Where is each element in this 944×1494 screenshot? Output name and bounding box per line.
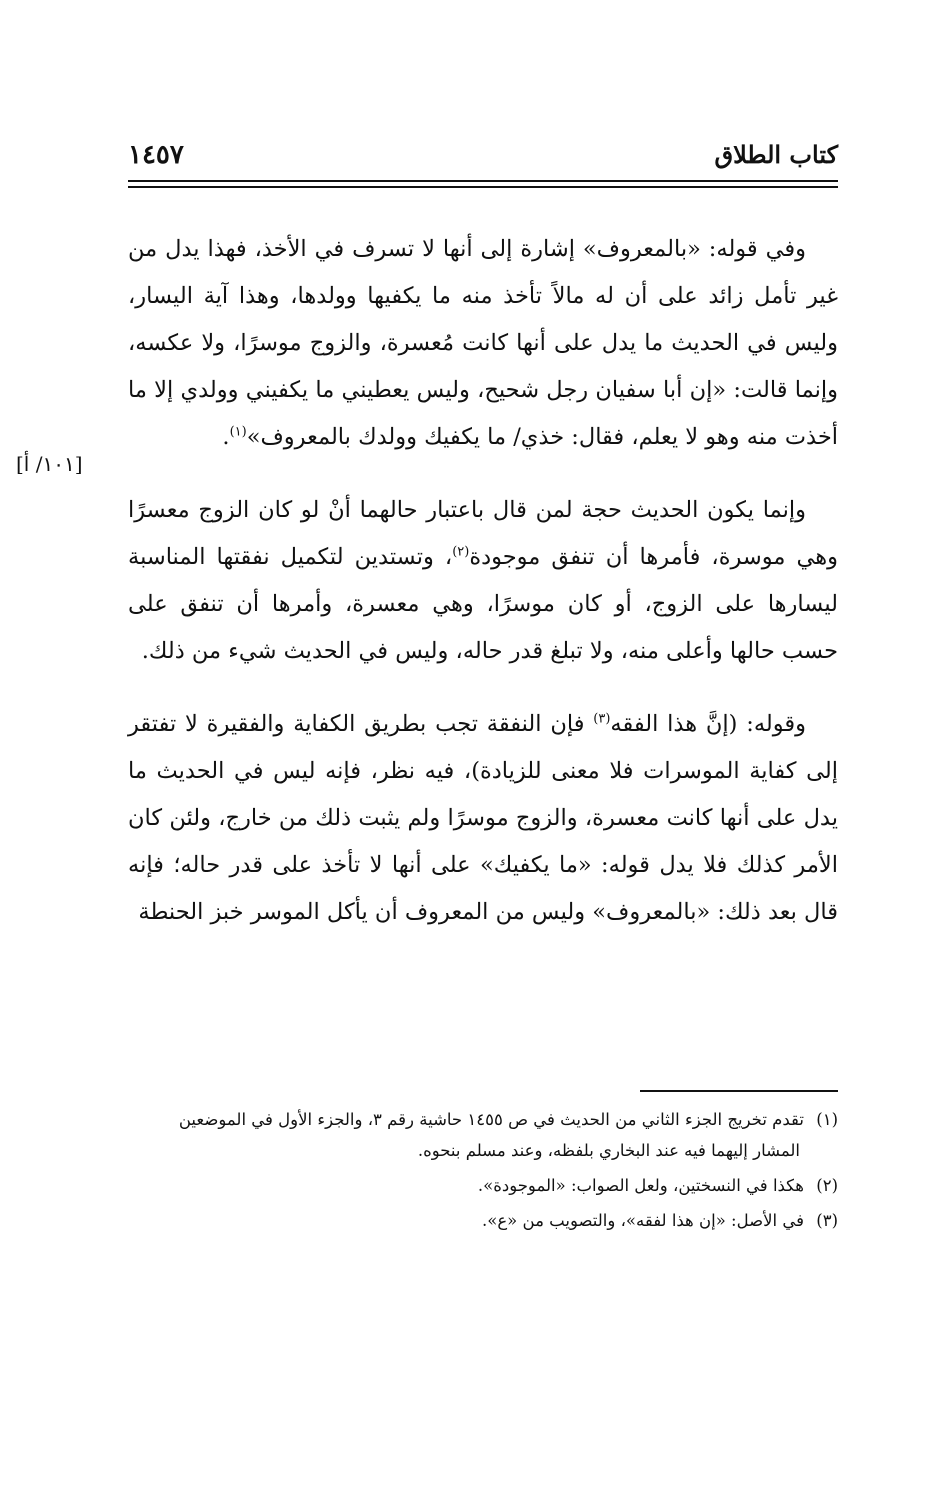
footnote-ref-1: (١) — [229, 424, 247, 440]
running-header — [128, 140, 838, 180]
footnote-ref-2: (٢) — [452, 544, 470, 560]
paragraph-2 — [128, 487, 838, 675]
footnote-number: (٢) — [816, 1176, 838, 1195]
footnote-number: (١) — [816, 1110, 838, 1129]
paragraph-text-tail: ، وتستدين لتكميل نفقتها المناسبة ليسارها على الزوج، أو كان موسرًا، وهي معسرة، وأمرها أن تنفق على حسب حالها وأعلى منه، ولا تبلغ قدر حاله، وليس في الحديث شيء من ذلك. — [128, 544, 838, 664]
footnote-text: في الأصل: «إن هذا لفقه»، والتصويب من «ع». — [481, 1211, 804, 1230]
footnote-2 — [128, 1170, 838, 1201]
main-text — [128, 226, 838, 962]
footnote-3 — [128, 1205, 838, 1236]
paragraph-3 — [128, 701, 838, 936]
paragraph-text-tail: . — [222, 424, 230, 450]
footnote-text: تقدم تخريج الجزء الثاني من الحديث في ص ١٤٥٥ حاشية رقم ٣، والجزء الأول في الموضعين المشار إليهما فيه عند البخاري بلفظه، وعند مسلم بنحوه. — [178, 1110, 804, 1160]
footnote-separator — [640, 1090, 838, 1092]
footnote-number: (٣) — [816, 1211, 838, 1230]
header-rule-top — [128, 180, 838, 182]
footnote-text: هكذا في النسختين، ولعل الصواب: «الموجودة». — [477, 1176, 804, 1195]
paragraph-text-tail: فإن النفقة تجب بطريق الكفاية والفقيرة لا تفتقر إلى كفاية الموسرات فلا معنى للزيادة)، فيه نظر، فإنه ليس في الحديث ما يدل على أنها كانت معسرة، والزوج موسرًا ولم يثبت ذلك من خارج، ولئن كان الأمر كذلك فلا يدل قوله: «ما يكفيك» على أنها لا تأخذ على قدر حاله؛ فإنه قال بعد ذلك: «بالمعروف» وليس من المعروف أن يأكل الموسر خبز الحنطة — [128, 711, 838, 925]
paragraph-text: وفي قوله: «بالمعروف» إشارة إلى أنها لا تسرف في الأخذ، فهذا يدل من غير تأمل زائد على أن له مالاً تأخذ منه ما يكفيها وولدها، وهذا آية اليسار، وليس في الحديث ما يدل على أنها كانت مُعسرة، والزوج موسرًا، ولا عكسه، وإنما قالت: «إن أبا سفيان رجل شحيح، وليس يعطيني ما يكفيني وولدي إلا ما أخذت منه وهو لا يعلم، فقال: خذي/ ما يكفيك وولدك بالمعروف» — [128, 236, 838, 450]
footnote-ref-3: (٣) — [593, 711, 611, 727]
paragraph-1 — [128, 226, 838, 461]
footnotes — [128, 1104, 838, 1240]
manuscript-folio-note: [١٠١/ أ] — [16, 452, 83, 476]
paragraph-text: وقوله: (إنَّ هذا الفقه — [610, 711, 806, 737]
paragraph-text: وإنما يكون الحديث حجة لمن قال باعتبار حالهما أنْ لو كان الزوج معسرًا وهي موسرة، فأمرها أن تنفق موجودة — [128, 497, 838, 570]
page-number: ١٤٥٧ — [128, 140, 184, 170]
chapter-title: كتاب الطلاق — [714, 140, 838, 169]
footnote-1 — [128, 1104, 838, 1166]
header-rule-bottom — [128, 186, 838, 188]
